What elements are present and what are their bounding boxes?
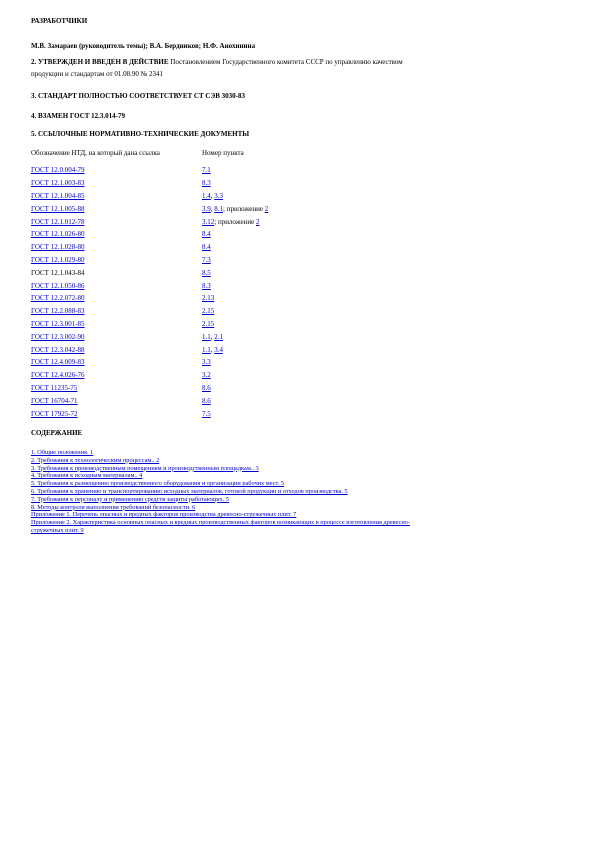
table-row	[31, 266, 268, 279]
table-cell-clauses	[202, 164, 268, 177]
table-header-clause: Номер пункта	[202, 149, 244, 157]
table-cell-document	[31, 330, 202, 343]
approval-line-2: продукции и стандартам от 01.08.90 № 2341	[31, 70, 163, 78]
references-heading: 5. ССЫЛОЧНЫЕ НОРМАТИВНО-ТЕХНИЧЕСКИЕ ДОКУМЕНТЫ	[31, 130, 250, 138]
table-cell-clauses	[202, 190, 268, 203]
table-cell-document	[31, 241, 202, 254]
clause-link[interactable]: 8.4	[202, 243, 211, 252]
contents-link[interactable]: 4. Требования к исходным материалам.. 4	[31, 472, 143, 480]
references-table	[31, 149, 268, 420]
table-cell-clauses	[202, 177, 268, 190]
table-row	[31, 318, 268, 331]
table-cell-clauses	[202, 382, 268, 395]
table-row	[31, 356, 268, 369]
table-cell-document	[31, 228, 202, 241]
contents-link[interactable]: стружечных плит. 9	[31, 526, 84, 534]
clause-link[interactable]: 2.13	[202, 294, 215, 303]
table-row	[31, 190, 268, 203]
clause-link[interactable]: 2.1	[214, 332, 223, 341]
table-cell-document	[31, 202, 202, 215]
developers-names: М.В. Замараев (руководитель темы); В.А. Бердников; Н.Ф. Анохинина	[31, 42, 256, 50]
table-row	[31, 343, 268, 356]
clause-link[interactable]: 3.12	[202, 217, 215, 226]
clause-link[interactable]: 8.5	[202, 268, 211, 277]
table-cell-clauses	[202, 266, 268, 279]
table-row	[31, 407, 268, 420]
document-label: ГОСТ 12.1.043-84	[31, 268, 85, 277]
table-row	[31, 330, 268, 343]
table-cell-document	[31, 266, 202, 279]
table-cell-document	[31, 356, 202, 369]
table-cell-document	[31, 254, 202, 267]
document-link[interactable]: ГОСТ 12.1.003-83	[31, 179, 85, 188]
table-row	[31, 394, 268, 407]
table-cell-document	[31, 215, 202, 228]
contents-link[interactable]: 3. Требования к производственным помещениям и производственным площадкам.. 3	[31, 464, 259, 472]
table-cell-clauses	[202, 215, 268, 228]
table-row	[31, 292, 268, 305]
table-cell-clauses	[202, 318, 268, 331]
table-cell-document	[31, 177, 202, 190]
clause-text: ; приложение	[214, 217, 256, 226]
clause-link[interactable]: 7.3	[202, 255, 211, 264]
clause-link[interactable]: 3.4	[214, 345, 223, 354]
approval-text: Постановлением Государственного комитета СССР по управлению качеством	[168, 58, 403, 66]
table-cell-document	[31, 292, 202, 305]
table-cell-clauses	[202, 241, 268, 254]
document-link[interactable]: ГОСТ 12.1.029-80	[31, 255, 85, 264]
table-row	[31, 177, 268, 190]
clause-link[interactable]: 2	[264, 204, 269, 213]
table-cell-document	[31, 394, 202, 407]
contents-link[interactable]: 8. Методы контроля выполнения требований безопасности. 6	[31, 503, 196, 511]
table-cell-clauses	[202, 343, 268, 356]
contents-heading: СОДЕРЖАНИЕ	[31, 429, 83, 437]
document-link[interactable]: ГОСТ 12.1.050-86	[31, 281, 85, 290]
table-row	[31, 228, 268, 241]
approval-line	[31, 59, 403, 66]
contents-link[interactable]: Приложение 2. Характеристика основных опасных и вредных производственных факторов возникающих в процессе изготовления древесно-	[31, 519, 410, 527]
clause-link[interactable]: 1.1	[202, 332, 211, 341]
table-of-contents	[31, 449, 551, 535]
clause-link[interactable]: 8.6	[202, 383, 211, 392]
table-row	[31, 241, 268, 254]
conformity-statement: 3. СТАНДАРТ ПОЛНОСТЬЮ СООТВЕТСТВУЕТ СТ СЭВ 3030-83	[31, 92, 245, 100]
contents-link[interactable]: 1. Общие положения. 1	[31, 449, 94, 456]
clause-link[interactable]: 8.1	[214, 204, 223, 213]
table-cell-clauses	[202, 228, 268, 241]
table-row	[31, 202, 268, 215]
table-cell-document	[31, 164, 202, 177]
table-cell-clauses	[202, 292, 268, 305]
document-link[interactable]: ГОСТ 12.2.088-83	[31, 307, 85, 316]
table-cell-document	[31, 279, 202, 292]
document-link[interactable]: ГОСТ 12.3.002-90	[31, 332, 85, 341]
clause-text: ,	[210, 332, 215, 341]
document-link[interactable]: ГОСТ 12.4.009-83	[31, 358, 85, 367]
clause-text: ; приложение	[223, 204, 265, 213]
document-link[interactable]: ГОСТ 12.1.012-78	[31, 217, 85, 226]
table-cell-document	[31, 369, 202, 382]
document-link[interactable]: ГОСТ 11235-75	[31, 383, 78, 392]
approval-label: 2. УТВЕРЖДЕН И ВВЕДЕН В ДЕЙСТВИЕ	[31, 58, 169, 66]
clause-text: ,	[210, 191, 215, 200]
contents-link[interactable]: 6. Требования к хранению и транспортированию исходных материалов, готовой продукции и отходов производства. 5	[31, 487, 348, 495]
clause-link[interactable]: 7.1	[202, 166, 211, 175]
table-row	[31, 164, 268, 177]
table-row	[31, 305, 268, 318]
clause-text: ,	[210, 204, 215, 213]
document-link[interactable]: ГОСТ 12.3.001-85	[31, 319, 85, 328]
table-row	[31, 369, 268, 382]
clause-text: ,	[210, 345, 215, 354]
clause-link[interactable]: 1.4	[202, 191, 211, 200]
table-cell-document	[31, 343, 202, 356]
clause-link[interactable]: 1.1	[202, 345, 211, 354]
contents-link[interactable]: 7. Требования к персоналу и применению средств защиты работающих. 5	[31, 495, 230, 503]
table-cell-document	[31, 318, 202, 331]
clause-link[interactable]: 2	[255, 217, 260, 226]
clause-link[interactable]: 2.15	[202, 319, 215, 328]
table-cell-clauses	[202, 254, 268, 267]
document-link[interactable]: ГОСТ 16704-71	[31, 396, 78, 405]
table-cell-clauses	[202, 330, 268, 343]
document-link[interactable]: ГОСТ 17925-72	[31, 409, 78, 418]
document-link[interactable]: ГОСТ 12.4.026-76	[31, 371, 85, 380]
table-cell-clauses	[202, 369, 268, 382]
table-cell-clauses	[202, 394, 268, 407]
table-cell-document	[31, 190, 202, 203]
table-cell-clauses	[202, 279, 268, 292]
document-link[interactable]: ГОСТ 12.0.004-79	[31, 166, 85, 175]
clause-link[interactable]: 8.4	[202, 230, 211, 239]
table-cell-document	[31, 305, 202, 318]
document-link[interactable]: ГОСТ 12.3.042-88	[31, 345, 85, 354]
table-cell-clauses	[202, 202, 268, 215]
table-header-document: Обозначение НТД, на который дана ссылка	[31, 149, 160, 157]
clause-link[interactable]: 8.3	[202, 179, 211, 188]
table-cell-document	[31, 382, 202, 395]
document-link[interactable]: ГОСТ 12.1.005-88	[31, 204, 85, 213]
document-link[interactable]: ГОСТ 12.1.028-80	[31, 243, 85, 252]
clause-link[interactable]: 8.6	[202, 396, 211, 405]
table-row	[31, 279, 268, 292]
contents-link[interactable]: 2. Требования к технологическим процессам.. 2	[31, 456, 160, 464]
document-link[interactable]: ГОСТ 12.1.004-85	[31, 191, 85, 200]
clause-link[interactable]: 3.3	[202, 358, 211, 367]
table-row	[31, 382, 268, 395]
replacement-statement: 4. ВЗАМЕН ГОСТ 12.3.014-79	[31, 112, 126, 120]
table-row	[31, 215, 268, 228]
table-header-row	[31, 149, 268, 164]
contents-link[interactable]: Приложение 1. Перечень опасных и вредных факторов производства древесно-стружечных плит. 7	[31, 511, 297, 519]
clause-link[interactable]: 7.5	[202, 409, 211, 418]
clause-link[interactable]: 3.9	[202, 204, 211, 213]
table-cell-clauses	[202, 305, 268, 318]
table-cell-clauses	[202, 356, 268, 369]
clause-link[interactable]: 2.15	[202, 307, 215, 316]
developers-heading: РАЗРАБОТЧИКИ	[31, 17, 88, 25]
clause-link[interactable]: 3.3	[214, 191, 223, 200]
clause-link[interactable]: 3.2	[202, 371, 211, 380]
table-cell-document	[31, 407, 202, 420]
table-row	[31, 254, 268, 267]
document-link[interactable]: ГОСТ 12.2.072-80	[31, 294, 85, 303]
clause-link[interactable]: 8.3	[202, 281, 211, 290]
table-cell-clauses	[202, 407, 268, 420]
document-link[interactable]: ГОСТ 12.1.026-80	[31, 230, 85, 239]
contents-link[interactable]: 5. Требования к размещению производственного оборудования и организации рабочих мест. 5	[31, 480, 285, 488]
